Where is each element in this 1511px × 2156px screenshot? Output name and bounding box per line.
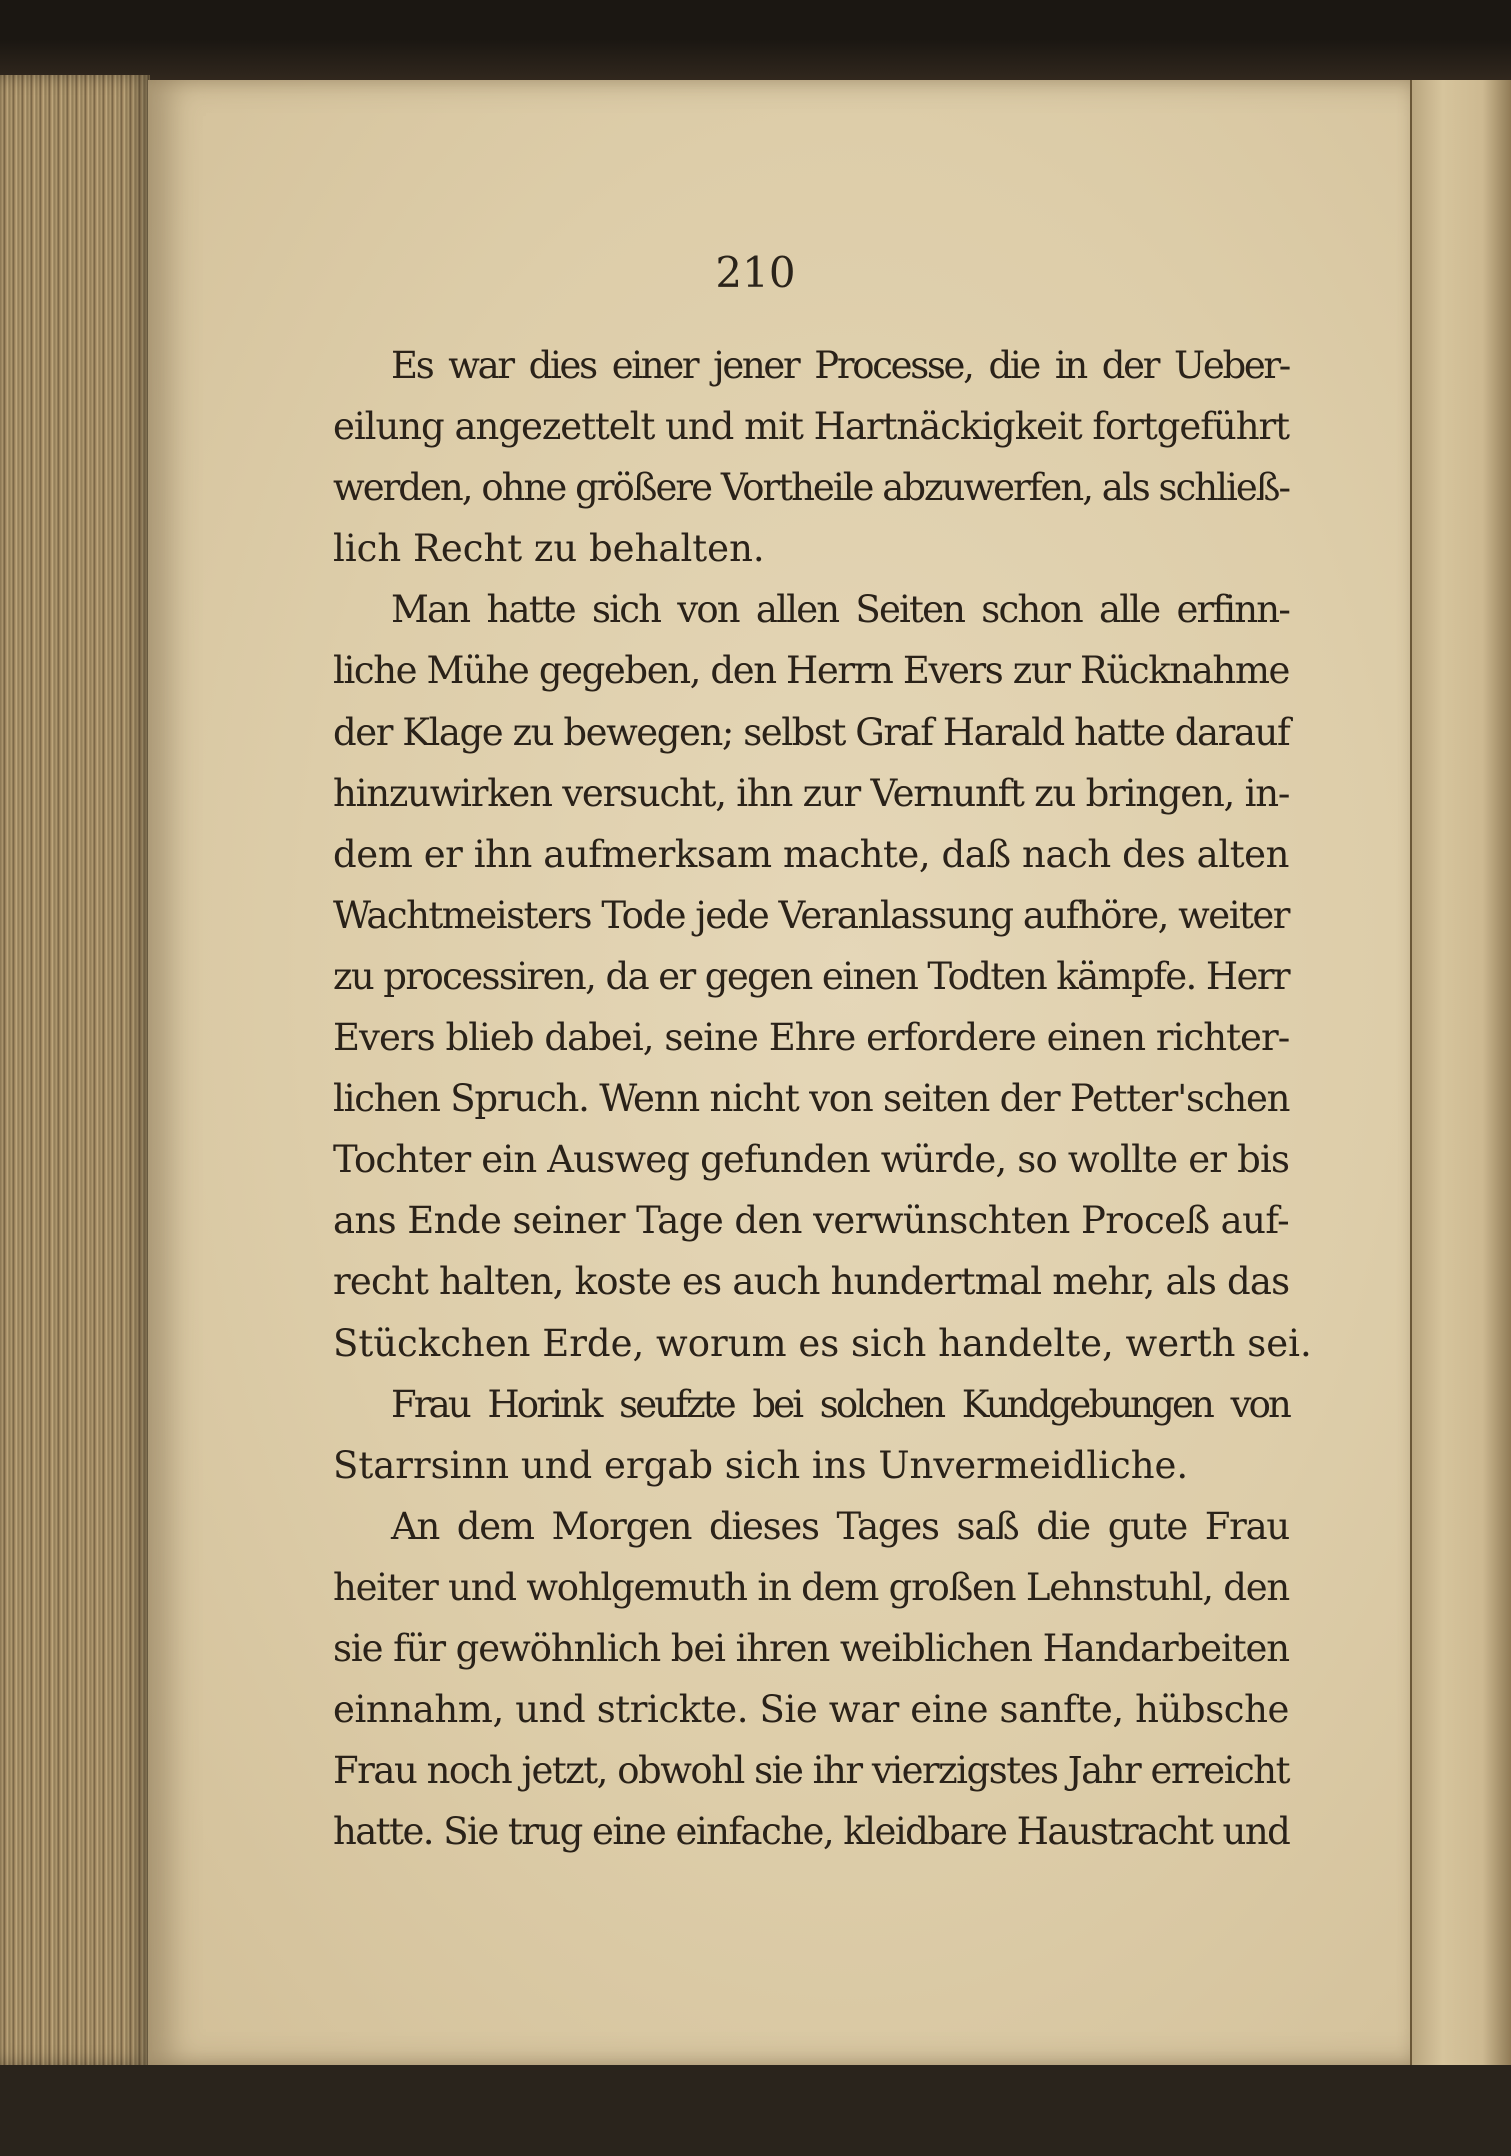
text-line: An dem Morgen dieses Tages saß die gute Frau [391,1504,1289,1548]
text-line: Evers blieb dabei, seine Ehre erfordere einen richter- [333,1016,1290,1060]
paragraph-4 [333,1496,1289,1863]
text-line: hinzuwirken versucht, ihn zur Vernunft zu bringen, in- [333,771,1290,815]
text-line: hatte. Sie trug eine einfache, kleidbare Haustracht und [333,1810,1290,1854]
text-line: lichen Spruch. Wenn nicht von seiten der Petter'schen [333,1077,1290,1121]
text-line: lich Recht zu behalten. [333,527,765,571]
text-line: eilung angezettelt und mit Hartnäckigkeit fortgeführt [333,405,1289,449]
text-line: Tochter ein Ausweg gefunden würde, so wollte er bis [333,1138,1290,1182]
text-line: zu processiren, da er gegen einen Todten kämpfe. Herr [333,954,1289,998]
page-number: 210 [715,248,796,297]
text-line: einnahm, und strickte. Sie war eine sanfte, hübsche [333,1688,1289,1732]
text-line: Man hatte sich von allen Seiten schon alle erfinn- [391,588,1289,632]
text-line: werden, ohne größere Vortheile abzuwerfen, als schließ- [333,466,1289,510]
text-line: Stückchen Erde, worum es sich handelte, werth sei. [333,1321,1312,1365]
paragraph-2 [333,579,1312,1373]
page-edges [0,75,150,2065]
text-line: Es war dies einer jener Processe, die in der Ueber- [391,344,1289,387]
text-line: recht halten, koste es auch hundertmal mehr, als das [333,1260,1290,1304]
text-line: heiter und wohlgemuth in dem großen Lehnstuhl, den [333,1565,1289,1609]
text-line: liche Mühe gegeben, den Herrn Evers zur Rücknahme [333,649,1290,693]
text-line: ans Ende seiner Tage den verwünschten Proceß auf- [333,1199,1289,1243]
text-line: dem er ihn aufmerksam machte, daß nach des alten [333,832,1289,876]
paragraph-1 [333,335,1289,579]
text-line: Wachtmeisters Tode jede Veranlassung aufhöre, weiter [333,893,1289,937]
body-text [333,335,1312,1862]
facing-page-edge [1410,80,1511,2065]
text-line: Frau Horink seufzte bei solchen Kundgebungen von [391,1382,1289,1426]
paragraph-3 [333,1374,1289,1496]
text-line: Starrsinn und ergab sich ins Unvermeidliche. [333,1443,1189,1487]
text-line: der Klage zu bewegen; selbst Graf Harald hatte darauf [333,710,1290,754]
text-line: Frau noch jetzt, obwohl sie ihr vierzigstes Jahr erreicht [333,1749,1289,1793]
text-line: sie für gewöhnlich bei ihren weiblichen Handarbeiten [333,1626,1290,1670]
